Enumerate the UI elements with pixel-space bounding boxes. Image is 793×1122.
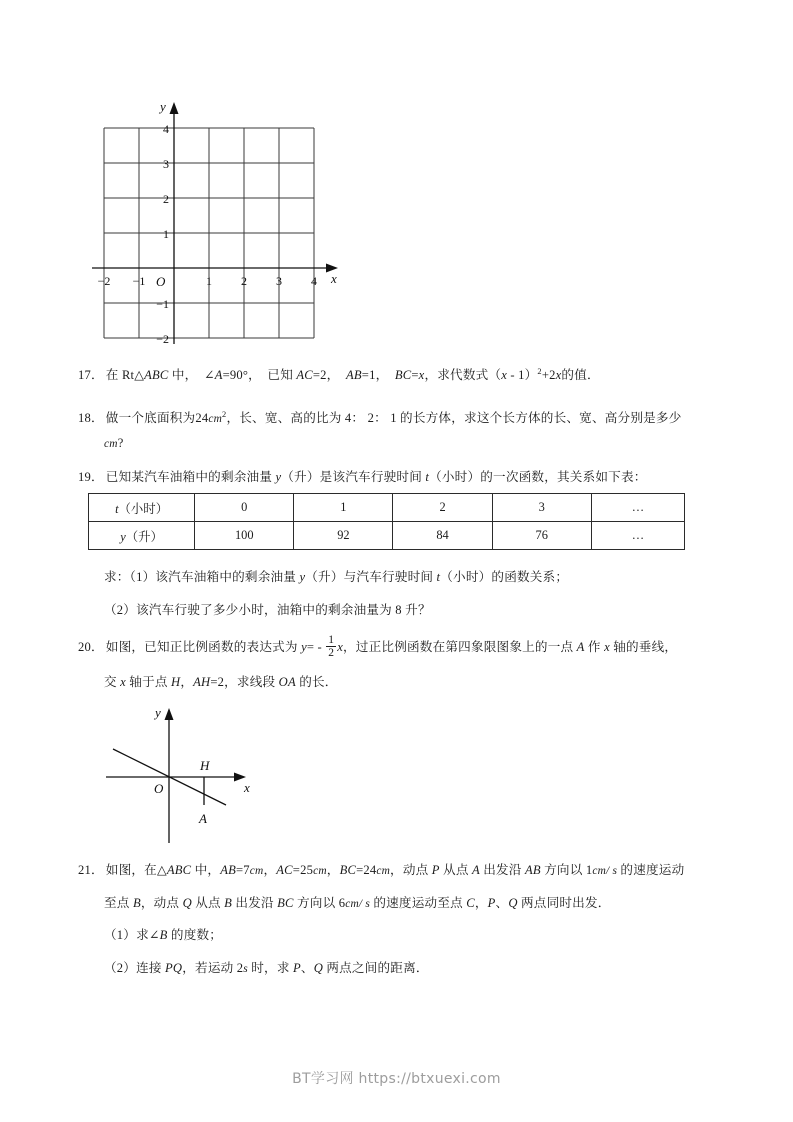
- row-var-t: t: [115, 501, 119, 516]
- problem-20-text-e: 轴的垂线，: [609, 640, 678, 654]
- problem-17: [78, 357, 600, 390]
- problem-18-cm-unit-2: cm: [104, 438, 118, 450]
- problem-21-cm-1: cm: [249, 865, 264, 877]
- problem-20-oa: OA: [278, 675, 296, 689]
- y-tick--1: −1: [156, 297, 169, 311]
- y-tick-labels: [156, 122, 169, 346]
- problem-20-number: 20．: [78, 640, 104, 654]
- axes: [92, 110, 331, 344]
- problem-17-text-a: 在 Rt△: [105, 368, 145, 383]
- proportional-function-svg: [96, 700, 296, 845]
- problem-17-x3: x: [555, 368, 562, 383]
- coordinate-grid-svg: [88, 96, 348, 346]
- problem-19-sub2: （2）该汽车行驶了多少小时，油箱中的剩余油量为 8 升？: [104, 603, 431, 617]
- problem-21-sub2-text-d: 、: [300, 961, 314, 975]
- problem-21-sub2-text-c: 时，求: [247, 961, 293, 975]
- problem-17-text-g: ，求代数式（: [424, 368, 502, 383]
- problem-21-text-a: 如图，在△: [105, 863, 167, 877]
- point-h-label: H: [200, 758, 210, 773]
- table-row-header-y: [89, 522, 195, 550]
- problem-20-ah: AH: [193, 675, 211, 689]
- row-var-y: y: [120, 529, 126, 544]
- problem-21-line2-text-c: 从点: [191, 896, 225, 910]
- problem-20-x1: x: [337, 640, 344, 654]
- problem-18-line2: [104, 428, 123, 459]
- problem-18-text-a: 做一个底面积为24: [105, 411, 209, 426]
- table-cell-t-0: 0: [195, 494, 294, 522]
- problem-21-point-q: Q: [182, 896, 192, 910]
- problem-20-line2-x: x: [120, 675, 126, 689]
- problem-21-line2-text-a: 至点: [104, 896, 133, 910]
- problem-21-text-i: 从点: [439, 863, 472, 877]
- coordinate-grid-figure: [88, 96, 348, 346]
- problem-21-line2-text-f: 的速度运动至点: [369, 896, 467, 910]
- y-axis-arrow: [170, 102, 179, 114]
- problem-21-sub1: [104, 920, 222, 950]
- table-cell-y-ellipsis: …: [591, 522, 684, 550]
- problem-20-line2-text-e: 的长．: [295, 675, 338, 689]
- x-tick-2: 2: [241, 274, 247, 288]
- proportional-function-figure: [96, 700, 296, 845]
- problem-17-number: 17．: [78, 368, 104, 383]
- problem-19-text-b: （升）是该汽车行驶时间: [281, 470, 426, 484]
- problem-21-sub2-seconds: s: [243, 963, 248, 975]
- problem-21-line2-text-i: 两点同时出发．: [517, 896, 611, 910]
- table-row: [89, 522, 685, 550]
- problem-17-text-b: 中， ∠: [168, 368, 215, 383]
- y-tick--2: −2: [156, 332, 169, 346]
- problem-17-abc: ABC: [144, 368, 169, 383]
- problem-21-cm-2: cm: [313, 865, 327, 877]
- fraction-denominator: 2: [328, 646, 335, 659]
- problem-18-text-c: ?: [117, 436, 124, 450]
- problem-20-text-c: ，过正比例函数在第四象限图象上的一点: [343, 640, 577, 654]
- problem-18-line1: [78, 400, 682, 434]
- problem-19-sub1-text-b: （升）与汽车行驶时间: [305, 570, 437, 584]
- problem-19-line1: [78, 462, 647, 492]
- origin-label: O: [156, 274, 166, 289]
- problem-19-sub1-t: t: [436, 570, 441, 584]
- problem-21-bc: BC: [339, 863, 357, 877]
- row-unit-y: （升）: [125, 529, 163, 544]
- table-cell-t-2: 2: [393, 494, 492, 522]
- y-tick-3: 3: [163, 157, 169, 171]
- table-cell-y-2: 84: [393, 522, 492, 550]
- problem-21-bc-2: BC: [277, 896, 294, 910]
- problem-21-sub1-text-a: （1）求∠: [104, 928, 160, 942]
- problem-21-ab: AB: [220, 863, 236, 877]
- problem-19-t: t: [425, 470, 430, 484]
- problem-21-sub2-text-b: ，若运动 2: [182, 961, 244, 975]
- problem-20-text-a: 如图，已知正比例函数的表达式为: [105, 640, 302, 654]
- figure-labels: [153, 705, 250, 826]
- problem-21-text-k: 方向以 1: [540, 863, 593, 877]
- problem-21-line1: [78, 855, 684, 886]
- x-tick-3: 3: [276, 274, 282, 288]
- problem-20-x2: x: [604, 640, 610, 654]
- problem-21-sub1-angle-b: B: [159, 928, 168, 942]
- problem-21-text-f: ，: [326, 863, 340, 877]
- table-cell-y-1: 92: [294, 522, 393, 550]
- problem-17-text-i: +2: [541, 368, 556, 383]
- problem-21-sub2: [104, 953, 429, 984]
- problem-17-text-f: =: [411, 368, 419, 383]
- problem-17-text-c: =90°， 已知: [222, 368, 297, 383]
- problem-20-line2-text-b: 轴于点: [125, 675, 172, 689]
- problem-21-line2-text-e: 方向以 6: [293, 896, 346, 910]
- problem-21-sub2-point-q: Q: [313, 961, 323, 975]
- problem-17-text-d: =2，: [312, 368, 346, 383]
- problem-21-text-g: =24: [356, 863, 377, 877]
- problem-21-sub2-text-e: 两点之间的距离．: [322, 961, 429, 975]
- problem-21-line2-text-h: 、: [495, 896, 509, 910]
- problem-18-number: 18．: [78, 411, 104, 426]
- problem-17-ac: AC: [296, 368, 313, 383]
- problem-21-sub2-point-p: P: [292, 961, 301, 975]
- problem-19-sub1-y: y: [299, 570, 306, 584]
- fraction-one-half: [326, 634, 336, 660]
- table-cell-t-ellipsis: …: [591, 494, 684, 522]
- fraction-numerator: 1: [328, 633, 335, 646]
- problem-20-line2-text-a: 交: [104, 675, 121, 689]
- problem-21-point-p-2: P: [487, 896, 496, 910]
- problem-21-line2-text-b: ，动点: [140, 896, 183, 910]
- point-a-label: A: [199, 811, 207, 826]
- problem-17-angle-a: A: [214, 368, 223, 383]
- problem-21-point-c: C: [466, 896, 475, 910]
- problem-19-y: y: [275, 470, 282, 484]
- problem-20-point-h: H: [171, 675, 181, 689]
- problem-17-ab: AB: [345, 368, 362, 383]
- table-cell-y-3: 76: [492, 522, 591, 550]
- problem-17-x1: x: [418, 368, 425, 383]
- problem-21-ab-2: AB: [524, 863, 541, 877]
- problem-21-sub2-text-a: （2）连接: [104, 961, 166, 975]
- problem-17-x2: x: [501, 368, 508, 383]
- y-axis-label: y: [160, 99, 166, 114]
- y-tick-1: 1: [163, 227, 169, 241]
- problem-21-text-j: 出发沿: [479, 863, 525, 877]
- problem-21-text-d: ，: [263, 863, 277, 877]
- problem-18-cm-unit: cm: [208, 413, 223, 426]
- problem-21-number: 21．: [78, 863, 104, 877]
- problem-19-sub1: [104, 562, 568, 592]
- problem-21-point-b-2: B: [224, 896, 233, 910]
- problem-21-text-e: =25: [292, 863, 314, 877]
- problem-17-text-j: 的值．: [561, 368, 600, 383]
- problem-21-speed-unit-1: cm/ s: [592, 865, 618, 877]
- y-tick-4: 4: [163, 122, 169, 136]
- problem-19-sub1-text-a: 求：（1）该汽车油箱中的剩余油量: [104, 570, 300, 584]
- problem-21-line2-text-g: ，: [474, 896, 488, 910]
- y-tick-2: 2: [163, 192, 169, 206]
- problem-19-text-c: （小时）的一次函数，其关系如下表：: [429, 470, 647, 484]
- x-tick-1: 1: [206, 274, 212, 288]
- problem-17-bc: BC: [394, 368, 412, 383]
- x-tick-labels: [98, 274, 317, 288]
- problem-21-line2-text-d: 出发沿: [232, 896, 278, 910]
- problem-20-text-d: 作: [584, 640, 605, 654]
- problem-20-line2-text-c: ，: [180, 675, 194, 689]
- x-axis-label: x: [331, 271, 337, 286]
- problem-20-point-a: A: [576, 640, 585, 654]
- y-axis-arrow: [165, 708, 174, 720]
- table-cell-y-0: 100: [195, 522, 294, 550]
- row-unit-t: （小时）: [118, 501, 169, 516]
- x-tick--2: −2: [97, 274, 111, 288]
- problem-19-sub1-text-c: （小时）的函数关系；: [440, 570, 569, 584]
- problem-21-point-p: P: [431, 863, 440, 877]
- problem-21-sub1-text-b: 的度数；: [167, 928, 223, 942]
- table-row: [89, 494, 685, 522]
- problem-20-line2-text-d: =2，求线段: [210, 675, 279, 689]
- footer-watermark: BT学习网 https://btxuexi.com: [292, 1071, 501, 1087]
- problem-21-abc: ABC: [166, 863, 192, 877]
- origin-label: O: [154, 781, 164, 796]
- table-row-header-t: [89, 494, 195, 522]
- problem-20-y: y: [301, 640, 307, 654]
- problem-17-exponent: 2: [537, 367, 542, 376]
- problem-19-text-a: 已知某汽车油箱中的剩余油量: [105, 470, 276, 484]
- problem-17-text-e: =1，: [361, 368, 395, 383]
- problem-21-text-l: 的速度运动: [617, 863, 685, 877]
- y-axis-label: y: [155, 705, 161, 720]
- problem-21-line2: [104, 888, 611, 919]
- problem-21-speed-unit-2: cm/ s: [345, 898, 370, 910]
- x-axis-label: x: [244, 780, 250, 795]
- problem-21-point-q-2: Q: [508, 896, 518, 910]
- problem-21-point-b: B: [132, 896, 141, 910]
- x-tick-4: 4: [311, 274, 317, 288]
- axes: [106, 716, 238, 843]
- problem-18-text-b: ，长、宽、高的比为 4： 2： 1 的长方体，求这个长方体的长、宽、高分别是多少: [226, 411, 682, 426]
- problem-21-cm-3: cm: [376, 865, 391, 877]
- table-cell-t-1: 1: [294, 494, 393, 522]
- fuel-table: [88, 493, 685, 550]
- problem-20-line2: [104, 667, 338, 697]
- problem-21-sub2-pq: PQ: [165, 961, 183, 975]
- problem-21-text-c: =7: [235, 863, 250, 877]
- problem-17-text-h: - 1）: [507, 368, 538, 383]
- problem-19-number: 19．: [78, 470, 104, 484]
- x-tick--1: −1: [132, 274, 146, 288]
- problem-18-exponent: 2: [222, 410, 227, 419]
- problem-20-text-b: = -: [306, 640, 326, 654]
- problem-21-text-b: 中，: [191, 863, 221, 877]
- problem-20-line1: [78, 630, 677, 664]
- problem-21-ac: AC: [276, 863, 293, 877]
- problem-21-text-h: ，动点: [390, 863, 432, 877]
- grid-lines: [104, 128, 314, 338]
- problem-21-point-a: A: [471, 863, 480, 877]
- table-cell-t-3: 3: [492, 494, 591, 522]
